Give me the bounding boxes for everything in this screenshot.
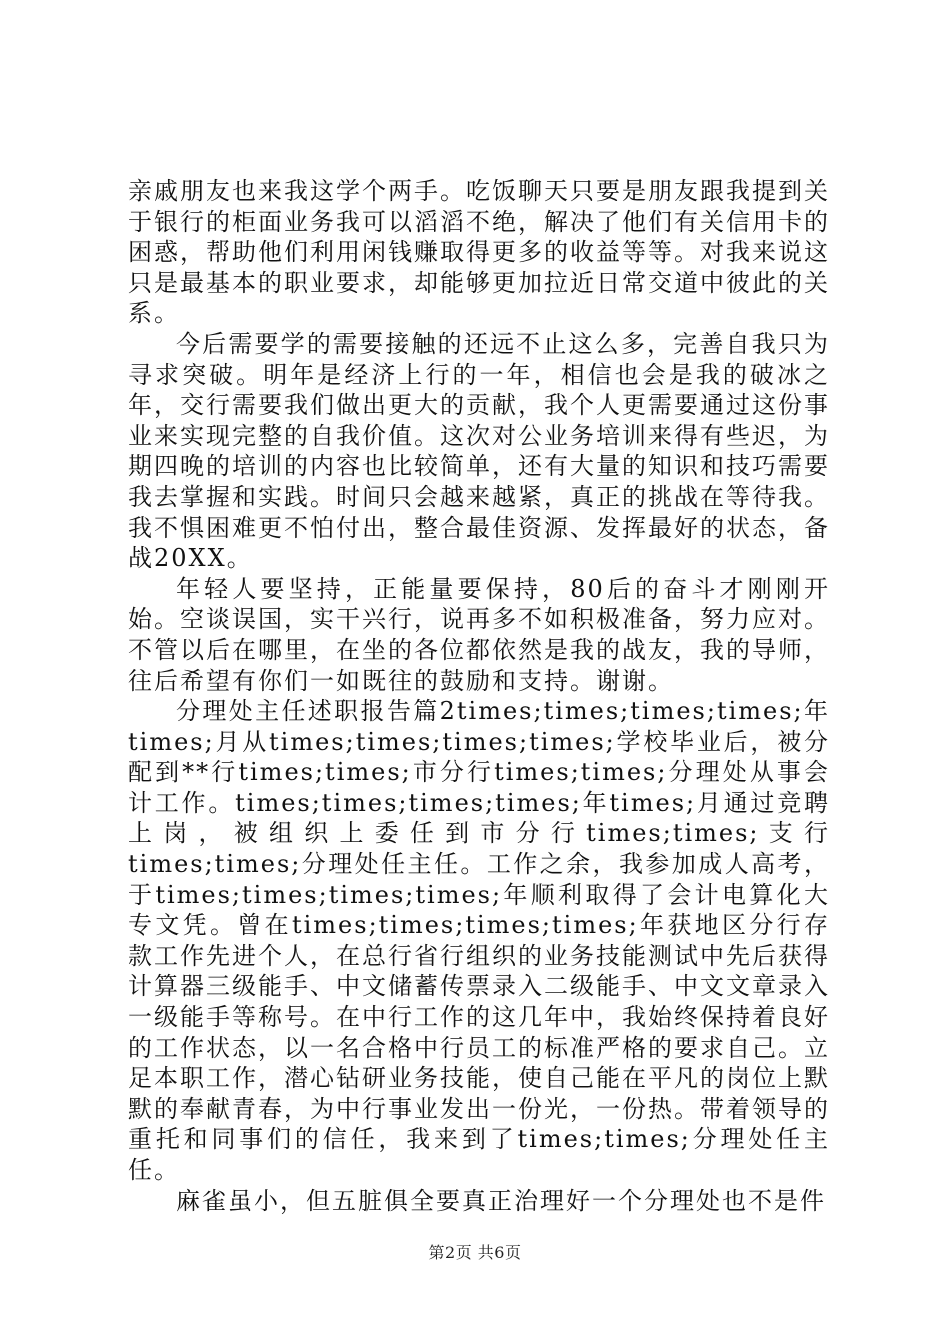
document-body	[128, 176, 830, 1216]
page-footer: 第2页 共6页	[428, 1243, 522, 1262]
paragraph-4: 分理处主任述职报告篇2times;times;times;times;年times;月从times;times;times;times;学校毕业后，被分配到**行times;times;市分行times;times;分理处从事会计工作。times;times;times;times;年times;月通过竞聘上岗，被组织上委任到市分行times;times;支行times;times;分理处任主任。工作之余，我参加成人高考，于times;times;times;times;年顺利取得了会计电算化大专文凭。曾在times;times;times;times;年获地区分行存款工作先进个人，在总行省行组织的业务技能测试中先后获得计算器三级能手、中文储蓄传票录入二级能手、中文文章录入一级能手等称号。在中行工作的这几年中，我始终保持着良好的工作状态，以一名合格中行员工的标准严格的要求自己。立足本职工作，潜心钻研业务技能，使自己能在平凡的岗位上默默的奉献青春，为中行事业发出一份光，一份热。带着领导的重托和同事们的信任，我来到了times;times;分理处任主任。	[128, 697, 830, 1184]
paragraph-2: 今后需要学的需要接触的还远不止这么多，完善自我只为寻求突破。明年是经济上行的一年，相信也会是我的破冰之年，交行需要我们做出更大的贡献，我个人更需要通过这份事业来实现完整的自我价值。这次对公业务培训来得有些迟，为期四晚的培训的内容也比较简单，还有大量的知识和技巧需要我去掌握和实践。时间只会越来越紧，真正的挑战在等待我。我不惧困难更不怕付出，整合最佳资源、发挥最好的状态，备战20XX。	[128, 329, 830, 573]
paragraph-5: 麻雀虽小，但五脏俱全要真正治理好一个分理处也不是件	[176, 1186, 826, 1215]
paragraph-3: 年轻人要坚持，正能量要保持，80后的奋斗才刚刚开始。空谈误国，实干兴行，说再多不如积极准备，努力应对。不管以后在哪里，在坐的各位都依然是我的战友，我的导师，往后希望有你们一如既往的鼓励和支持。谢谢。	[128, 574, 830, 695]
paragraph-1: 亲戚朋友也来我这学个两手。吃饭聊天只要是朋友跟我提到关于银行的柜面业务我可以滔滔不绝，解决了他们有关信用卡的困惑，帮助他们利用闲钱赚取得更多的收益等等。对我来说这只是最基本的职业要求，却能够更加拉近日常交道中彼此的关系。	[128, 177, 830, 328]
